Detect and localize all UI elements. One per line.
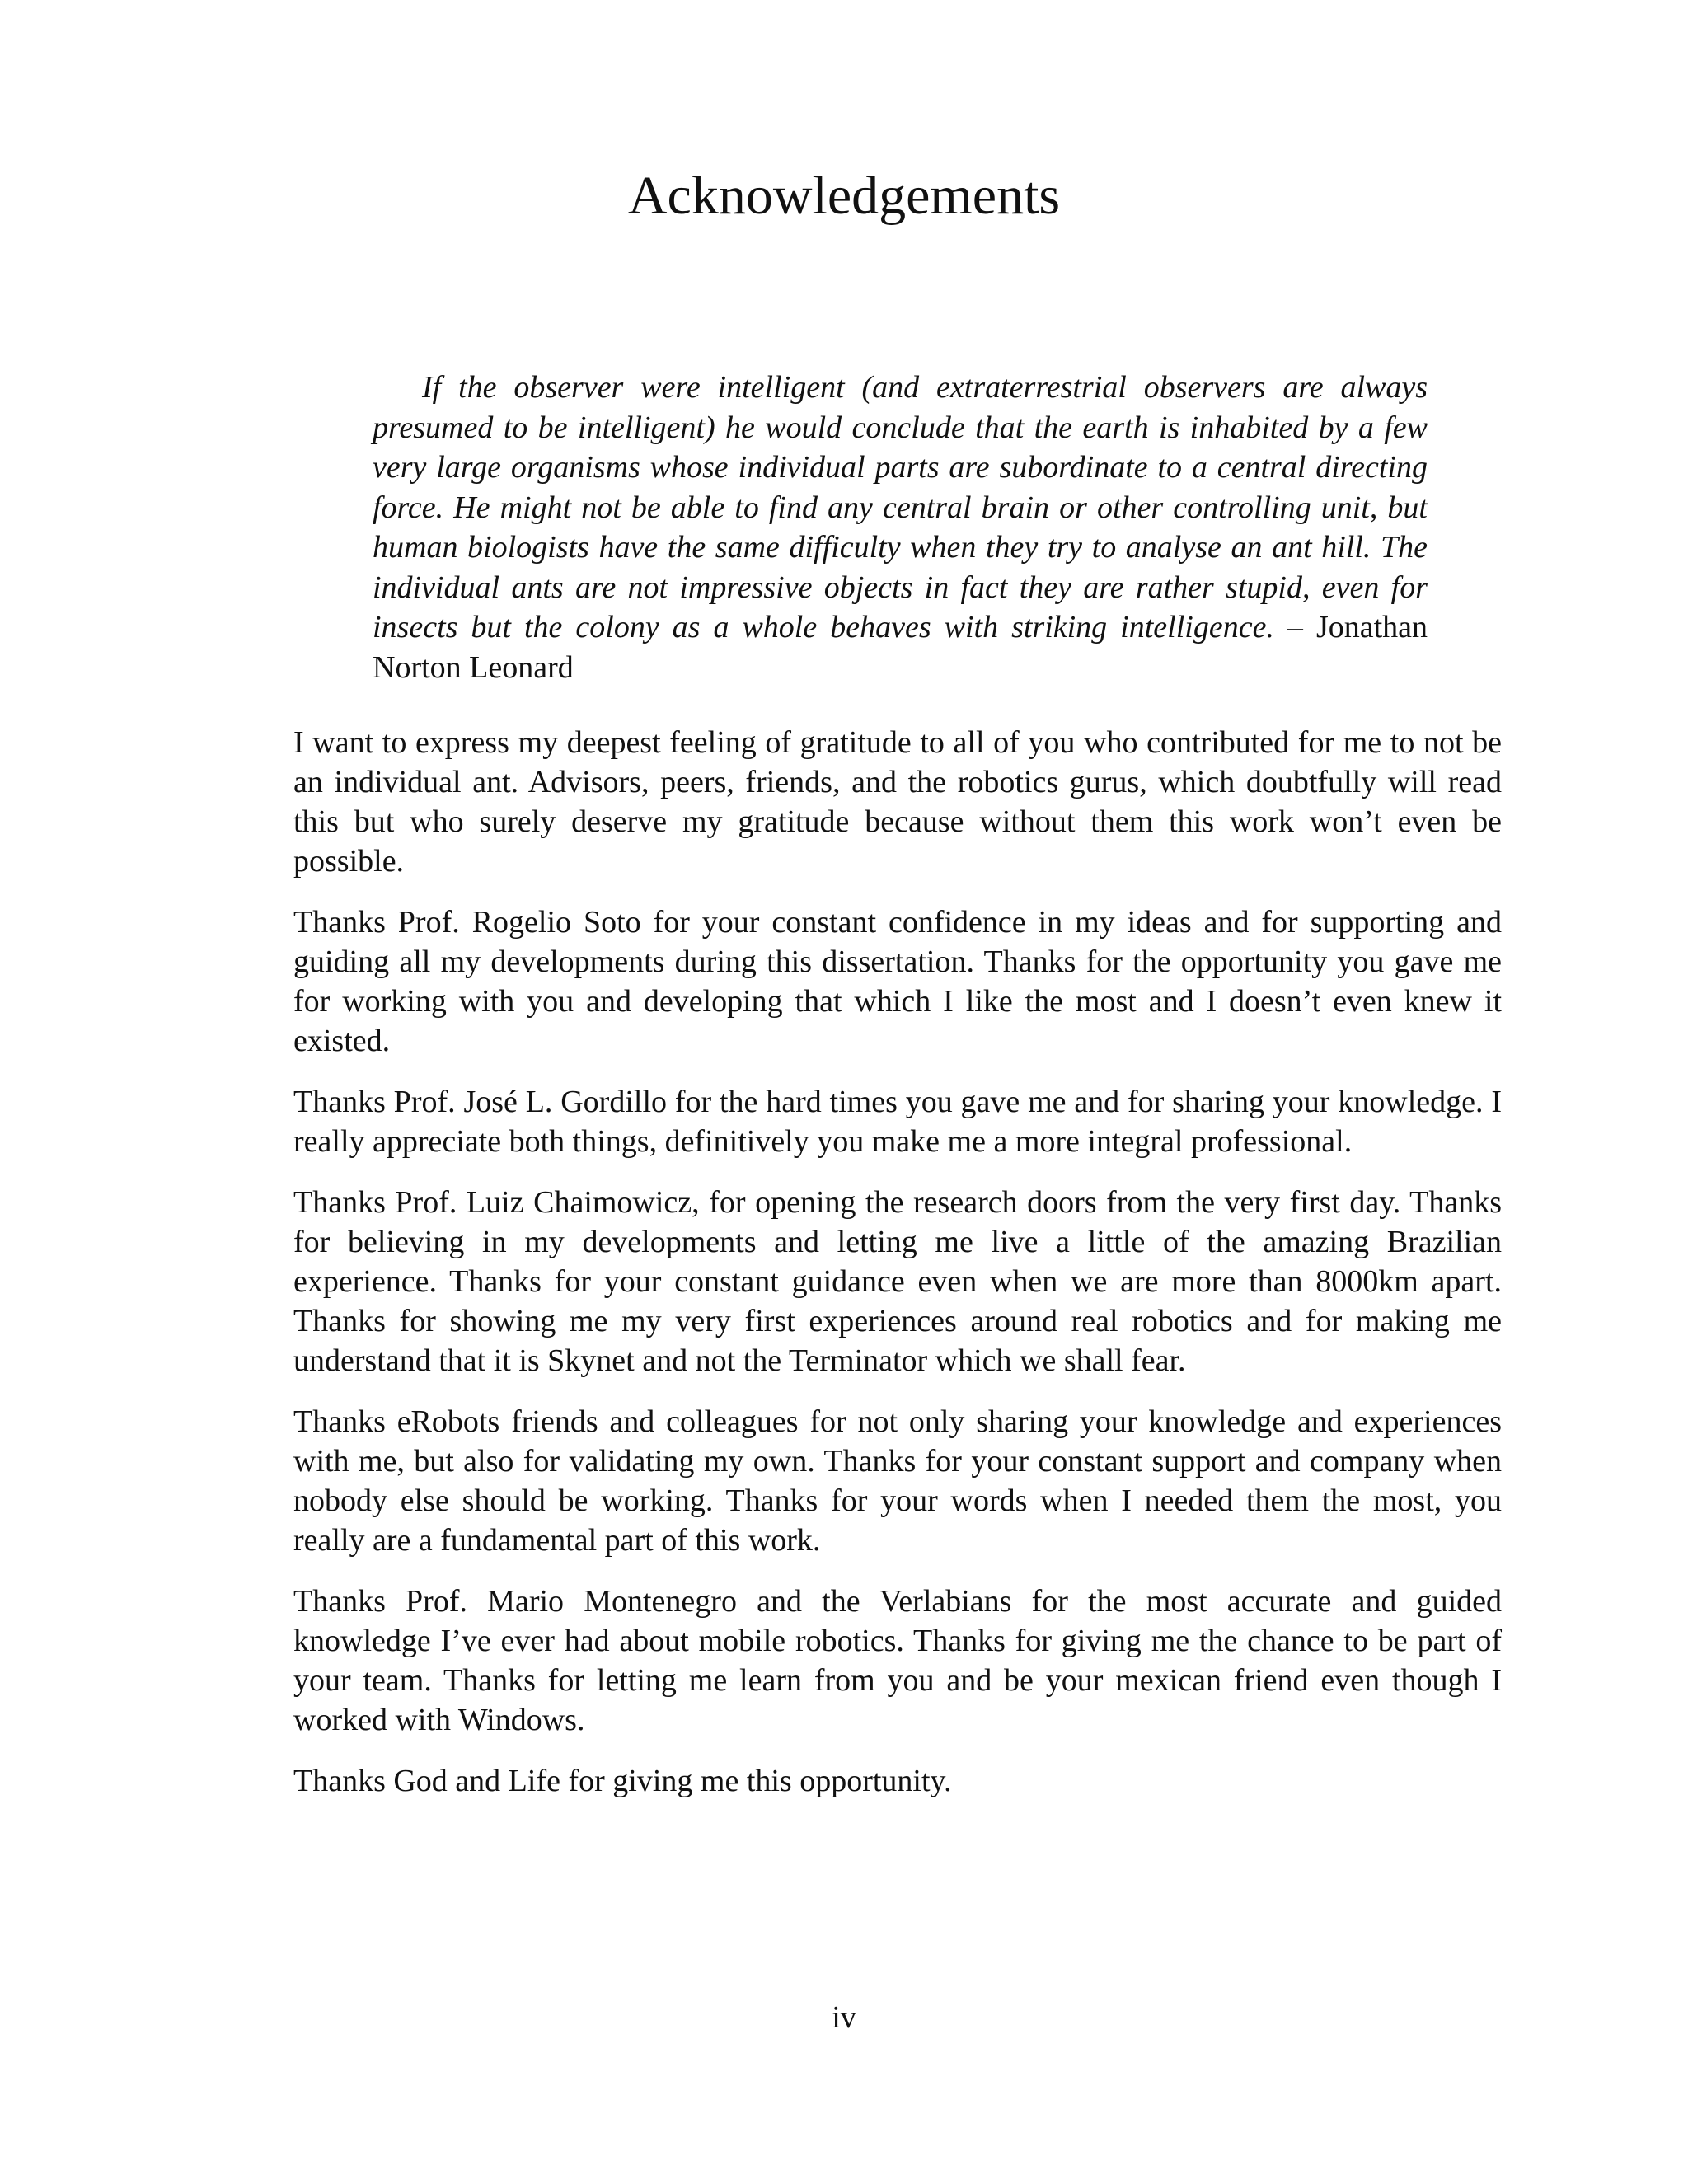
paragraph: Thanks Prof. Mario Montenegro and the Verlabians for the most accurate and guided knowledge I’ve ever had about mobile robotics. Thanks for giving me the chance to be part of your team. Thanks for letting me learn from you and be your mexican friend even though I worked with Windows. [293,1584,1502,1737]
paragraph: I want to express my deepest feeling of gratitude to all of you who contributed for me to not be an individual ant. Advisors, peers, friends, and the robotics gurus, which doubtfully will read this but who surely deserve my gratitude because without them this work won’t even be possible. [293,725,1502,879]
paragraph: Thanks Prof. Rogelio Soto for your constant confidence in my ideas and for supporting and guiding all my developments during this dissertation. Thanks for the opportunity you gave me for working with you and developing that which I like the most and I doesn’t even knew it existed. [293,905,1502,1058]
epigraph-quote: If the observer were intelligent (and extraterrestrial observers are always presumed to be intelligent) he would conclude that the earth is inhabited by a few very large organisms whose individual parts are subordinate to a central directing force. He might not be able to find any central brain or other controlling unit, but human biologists have the same difficulty when they try to analyse an ant hill. The individual ants are not impressive objects in fact they are rather stupid, even for insects but the colony as a whole behaves with striking intelligence. – [373,370,1428,644]
epigraph [373,368,1428,687]
page-number: iv [832,2000,856,2035]
epigraph-author: Jonathan Norton Leonard [373,610,1428,685]
page-title: Acknowledgements [627,166,1061,226]
acknowledgement-body [293,723,1502,1822]
paragraph: Thanks Prof. Luiz Chaimowicz, for opening the research doors from the very first day. Thanks for believing in my developments and letting me live a little of the amazing Brazilian experience. Thanks for your constant guidance even when we are more than 8000km apart. Thanks for showing me my very first experiences around real robotics and for making me understand that it is Skynet and not the Terminator which we shall fear. [293,1185,1502,1378]
paragraph: Thanks God and Life for giving me this opportunity. [293,1764,952,1798]
paragraph: Thanks eRobots friends and colleagues for not only sharing your knowledge and experiences with me, but also for validating my own. Thanks for your constant support and company when nobody else should be working. Thanks for your words when I needed them the most, you really are a fundamental part of this work. [293,1404,1502,1558]
paragraph: Thanks Prof. José L. Gordillo for the hard times you gave me and for sharing your knowledge. I really appreciate both things, definitively you make me a more integral professional. [293,1085,1502,1159]
